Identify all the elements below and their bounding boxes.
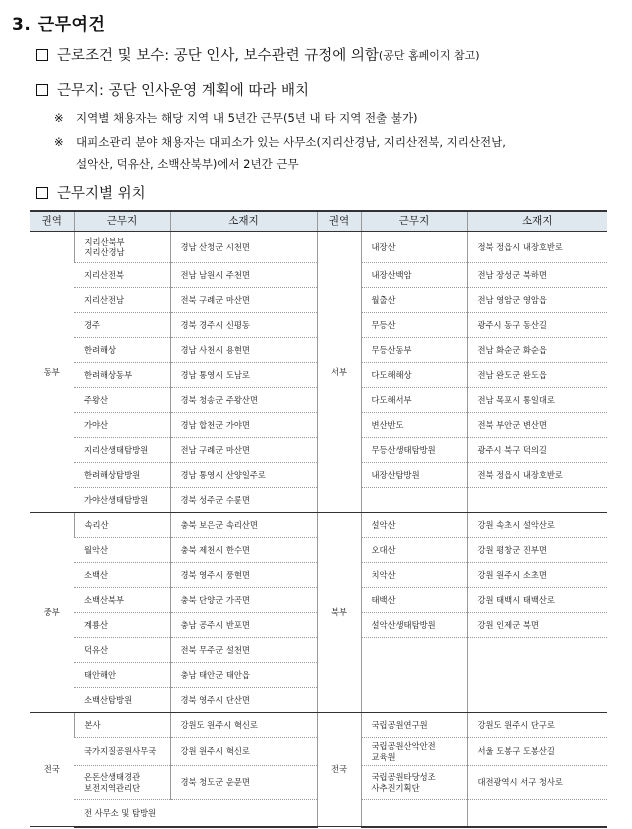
square-bullet-icon [36,49,48,61]
note-shelter-cont [54,156,299,172]
workplace-cell: 무등산동부 [361,338,467,363]
workplace-cell: 설악산 [361,513,467,538]
workplace-cell: 태백산 [361,588,467,613]
workplace-cell: 국립공원타당성조 사추진기획단 [361,766,467,800]
workplace-cell: 국립공원산악안전 교육원 [361,738,467,766]
address-cell: 전남 구례군 마산면 [170,438,317,463]
workplace-cell: 주왕산 [74,388,170,413]
header-address: 소재지 [170,211,317,232]
header-region: 권역 [30,211,74,232]
workplace-cell [361,688,467,713]
workplace-cell: 무등산생태탐방원 [361,438,467,463]
address-cell: 정북 정읍시 내장호반로 [467,232,607,263]
note-text: 지역별 채용자는 해당 지역 내 5년간 근무(5년 내 타 지역 전출 불가) [76,111,418,125]
address-cell: 전남 완도군 완도읍 [467,363,607,388]
bullet-working-conditions [36,44,480,65]
table-row [30,232,607,263]
address-cell: 전남 장성군 북하면 [467,263,607,288]
empty-cell [467,800,607,827]
workplace-cell: 다도해서부 [361,388,467,413]
reference-mark-icon: ※ [54,111,64,125]
address-cell: 전남 화순군 화순읍 [467,338,607,363]
address-cell: 강원 속초시 설악산로 [467,513,607,538]
address-cell: 전남 남원시 주천면 [170,263,317,288]
workplace-cell: 다도해해상 [361,363,467,388]
workplace-cell: 경주 [74,313,170,338]
address-cell: 경북 성주군 수륜면 [170,488,317,513]
address-cell [467,663,607,688]
workplace-cell: 월출산 [361,288,467,313]
address-cell: 강원도 원주시 단구로 [467,713,607,738]
bullet-text: 근무지별 위치 [57,186,146,202]
workplace-cell: 소백산 [74,563,170,588]
footer-cell: 전 사무소 및 탐방원 [74,800,317,827]
bullet-small-text: (공단 홈페이지 참고) [378,48,480,62]
workplace-cell: 소백산북부 [74,588,170,613]
workplace-cell: 월악산 [74,538,170,563]
table-header-row [30,211,607,232]
workplace-cell: 내장산탐방원 [361,463,467,488]
address-cell: 서울 도봉구 도봉산길 [467,738,607,766]
workplace-cell: 국립공원연구원 [361,713,467,738]
address-cell: 강원도 원주시 혁신로 [170,713,317,738]
address-cell: 경북 청도군 운문면 [170,766,317,800]
workplace-cell: 계룡산 [74,613,170,638]
note-text: 설악산, 덕유산, 소백산북부)에서 2년간 근무 [76,157,299,171]
workplace-location-table [30,210,607,828]
table-row [30,513,607,538]
workplace-cell: 한려해상 [74,338,170,363]
workplace-cell: 한려해상탐방원 [74,463,170,488]
workplace-cell: 지리산전남 [74,288,170,313]
address-cell: 충남 태안군 태안읍 [170,663,317,688]
address-cell: 강원 인제군 북면 [467,613,607,638]
workplace-cell [361,638,467,663]
workplace-cell: 내장산 [361,232,467,263]
address-cell: 경북 영주시 풍현면 [170,563,317,588]
workplace-cell [361,663,467,688]
address-cell: 충북 단양군 가곡면 [170,588,317,613]
workplace-cell: 본사 [74,713,170,738]
workplace-cell: 속리산 [74,513,170,538]
workplace-cell [361,488,467,513]
address-cell: 전북 정읍시 내장호반로 [467,463,607,488]
address-cell: 경남 산청군 시천면 [170,232,317,263]
address-cell: 경북 영주시 단산면 [170,688,317,713]
address-cell: 전북 구례군 마산면 [170,288,317,313]
bullet-text: 근무지: 공단 인사운영 계획에 따라 배치 [57,83,310,99]
header-workplace: 근무지 [74,211,170,232]
region-cell: 동부 [30,232,74,513]
address-cell: 강원 원주시 혁신로 [170,738,317,766]
header-region: 권역 [317,211,361,232]
address-cell: 경남 사천시 용현면 [170,338,317,363]
address-cell [467,638,607,663]
address-cell: 경남 합천군 가야면 [170,413,317,438]
workplace-cell: 한려해상동부 [74,363,170,388]
address-cell: 충북 보은군 속리산면 [170,513,317,538]
region-cell: 전국 [317,713,361,827]
note-regional [54,110,418,126]
header-workplace: 근무지 [361,211,467,232]
note-shelter [54,134,506,150]
workplace-cell: 가야산생태탐방원 [74,488,170,513]
address-cell: 강원 원주시 소초면 [467,563,607,588]
workplace-cell: 설악산생태탐방원 [361,613,467,638]
square-bullet-icon [36,84,48,96]
section-heading: 3. 근무여건 [12,15,106,35]
address-cell: 충남 공주시 반포면 [170,613,317,638]
region-cell: 전국 [30,713,74,827]
address-cell: 전남 목포시 통일대로 [467,388,607,413]
workplace-cell: 오대산 [361,538,467,563]
workplace-cell: 덕유산 [74,638,170,663]
workplace-cell: 지리산생태탐방원 [74,438,170,463]
workplace-cell: 무등산 [361,313,467,338]
address-cell: 경남 통영시 도남로 [170,363,317,388]
workplace-cell: 변산반도 [361,413,467,438]
workplace-cell: 태안해안 [74,663,170,688]
region-cell: 중부 [30,513,74,713]
workplace-cell: 내장산백암 [361,263,467,288]
address-cell: 전남 영암군 영암읍 [467,288,607,313]
address-cell: 광주시 동구 동산길 [467,313,607,338]
address-cell: 경북 청송군 주왕산면 [170,388,317,413]
address-cell: 전북 부안군 변산면 [467,413,607,438]
workplace-cell: 치악산 [361,563,467,588]
bullet-location-title [36,182,146,203]
workplace-cell: 국가지질공원사무국 [74,738,170,766]
address-cell: 경남 통영시 산양일주로 [170,463,317,488]
region-cell: 북부 [317,513,361,713]
workplace-cell: 온돈산생태경관 보전지역관리단 [74,766,170,800]
address-cell: 대전광역시 서구 청사로 [467,766,607,800]
note-text: 대피소관리 분야 채용자는 대피소가 있는 사무소(지리산경남, 지리산전북, 지리산전남, [76,135,506,149]
address-cell: 경북 경주시 신평동 [170,313,317,338]
workplace-cell: 지리산전북 [74,263,170,288]
workplace-cell: 가야산 [74,413,170,438]
address-cell [467,688,607,713]
address-cell: 충북 제천시 한수면 [170,538,317,563]
address-cell: 강원 태백시 태백산로 [467,588,607,613]
reference-mark-icon: ※ [54,135,64,149]
address-cell: 광주시 북구 덕의길 [467,438,607,463]
header-address: 소재지 [467,211,607,232]
address-cell [467,488,607,513]
empty-cell [361,800,467,827]
workplace-cell: 소백산탐방원 [74,688,170,713]
workplace-cell: 지리산북부 지리산경남 [74,232,170,263]
address-cell: 전북 무주군 설천면 [170,638,317,663]
square-bullet-icon [36,187,48,199]
table-row [30,713,607,738]
bullet-workplace [36,79,309,100]
region-cell: 서부 [317,232,361,513]
bullet-text: 근로조건 및 보수: 공단 인사, 보수관련 규정에 의함 [57,48,379,64]
address-cell: 강원 평창군 진부면 [467,538,607,563]
